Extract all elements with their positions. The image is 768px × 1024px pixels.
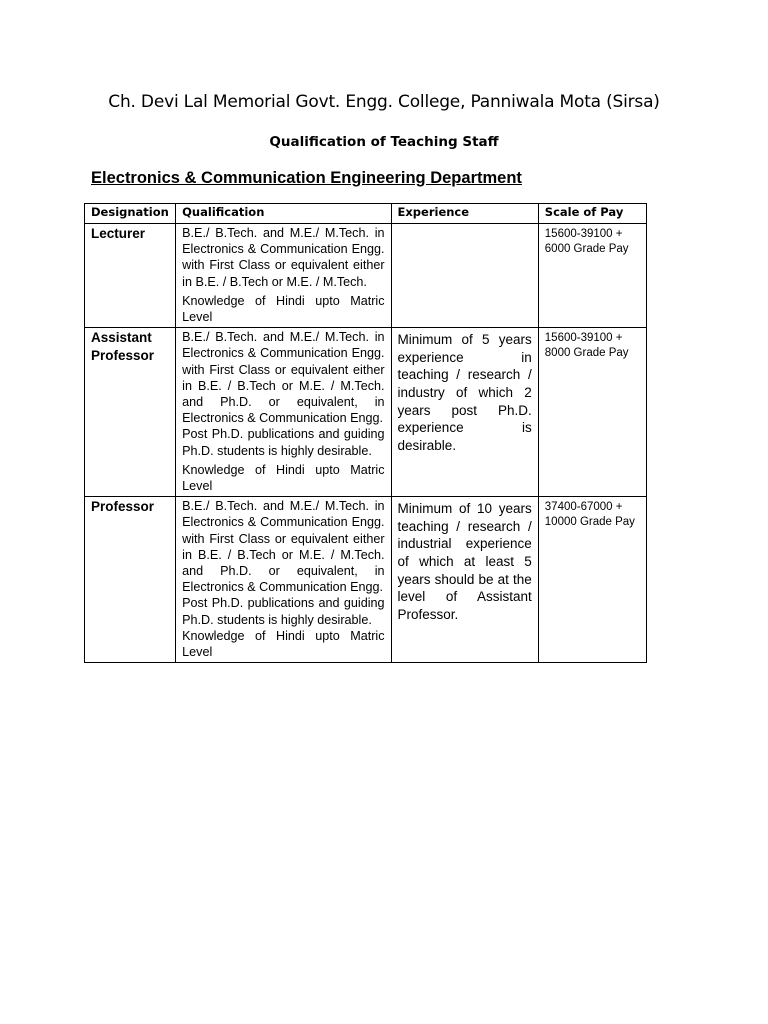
experience-text: Minimum of 5 years experience in teaching / research / industry of which 2 years post Ph.D. experience is desirable. <box>397 332 532 453</box>
qualification-publications-text: Post Ph.D. publications and guiding Ph.D. students is highly desirable. <box>182 427 385 458</box>
qualification-hindi-text: Knowledge of Hindi upto Matric Level <box>182 293 385 325</box>
experience-cell <box>391 497 538 663</box>
column-header-experience: Experience <box>391 204 538 224</box>
qualification-text: B.E./ B.Tech. and M.E./ M.Tech. in Electronics & Communication Engg. with First Class or equivalent either in B.E. / B.Tech or M.E. / M.Tech. <box>182 226 385 289</box>
column-header-scale-of-pay: Scale of Pay <box>538 204 646 224</box>
table-row-assistant-professor <box>85 328 647 497</box>
qualification-hindi-text: Knowledge of Hindi upto Matric Level <box>182 628 385 660</box>
qualification-publications-text: Post Ph.D. publications and guiding Ph.D. students is highly desirable. <box>182 596 385 627</box>
qualification-table <box>84 203 647 663</box>
table-row-lecturer <box>85 224 647 328</box>
document-title: Ch. Devi Lal Memorial Govt. Engg. College, Panniwala Mota (Sirsa) <box>108 92 660 112</box>
experience-cell <box>391 328 538 497</box>
column-header-designation: Designation <box>85 204 176 224</box>
qualification-cell <box>176 224 391 328</box>
qualification-cell <box>176 328 391 497</box>
column-header-qualification: Qualification <box>176 204 391 224</box>
scale-of-pay-cell: 15600-39100 + 6000 Grade Pay <box>538 224 646 328</box>
qualification-text: B.E./ B.Tech. and M.E./ M.Tech. in Electronics & Communication Engg. with First Class or equivalent either in B.E. / B.Tech or M.E. / M.Tech. and Ph.D. or equivalent, in Electronics & Communication Engg. <box>182 499 385 595</box>
qualification-text: B.E./ B.Tech. and M.E./ M.Tech. in Electronics & Communication Engg. with First Class or equivalent either in B.E. / B.Tech or M.E. / M.Tech. and Ph.D. or equivalent, in Electronics & Communication Engg. <box>182 330 385 426</box>
table-row-professor <box>85 497 647 663</box>
experience-text: Minimum of 10 years teaching / research / industrial experience of which at least 5 years should be at the level of Assistant Professor. <box>397 501 532 622</box>
document-subtitle: Qualification of Teaching Staff <box>269 134 499 150</box>
department-heading: Electronics & Communication Engineering Department <box>91 169 522 187</box>
designation-cell: Professor <box>85 497 176 663</box>
experience-cell <box>391 224 538 328</box>
qualification-cell <box>176 497 391 663</box>
designation-cell: Assistant Professor <box>85 328 176 497</box>
qualification-hindi-text: Knowledge of Hindi upto Matric Level <box>182 462 385 494</box>
table-header-row <box>85 204 647 224</box>
scale-of-pay-cell: 37400-67000 + 10000 Grade Pay <box>538 497 646 663</box>
designation-cell: Lecturer <box>85 224 176 328</box>
scale-of-pay-cell: 15600-39100 + 8000 Grade Pay <box>538 328 646 497</box>
